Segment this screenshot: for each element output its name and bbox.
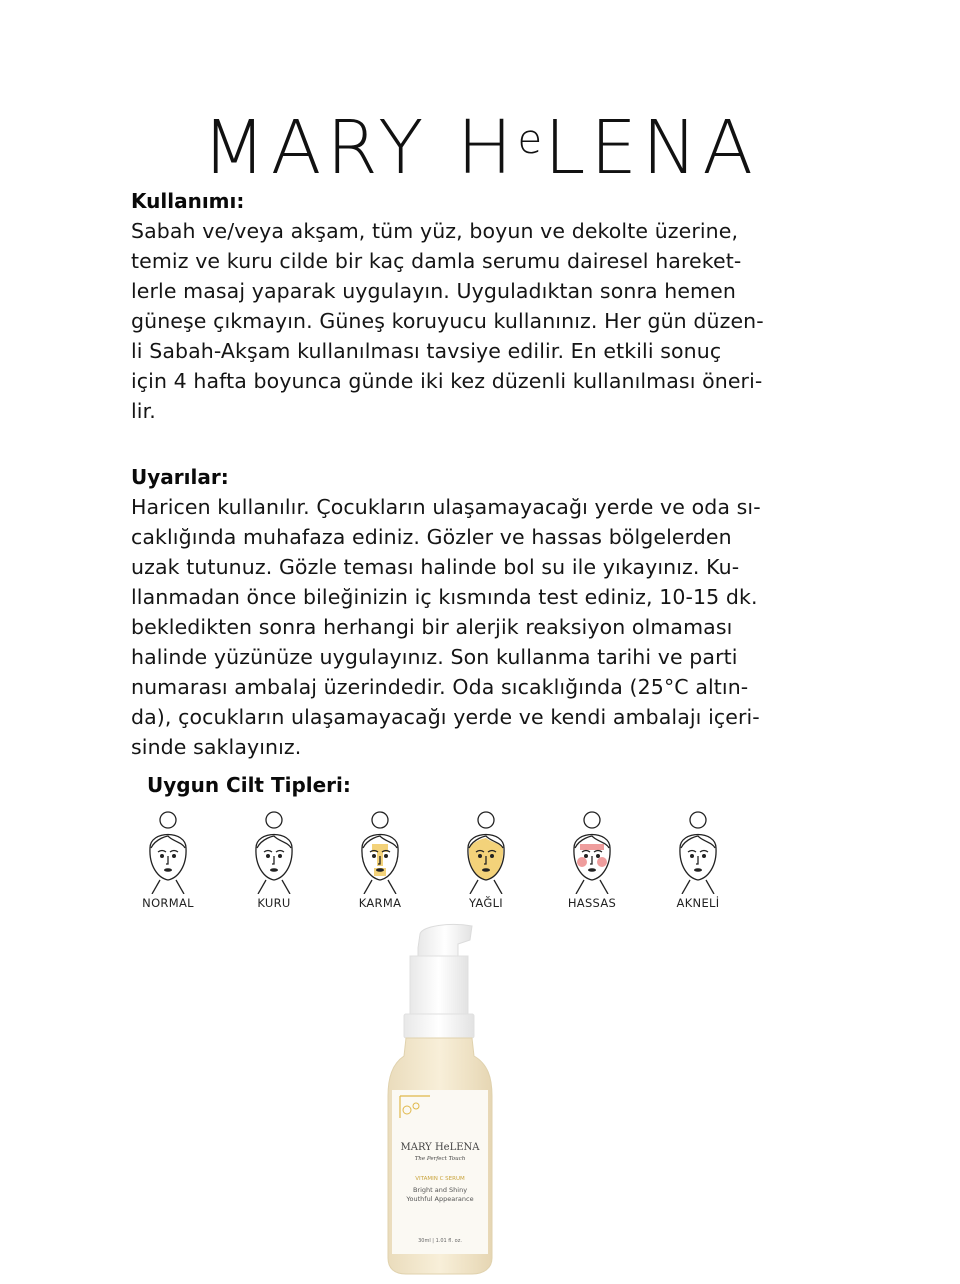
bottle-brand: MARY HeLENA (400, 1142, 480, 1153)
warnings-line: numarası ambalaj üzerindedir. Oda sıcaklığında (25°C altın- (131, 675, 749, 699)
warnings-text (131, 492, 791, 762)
skin-type-label: HASSAS (567, 896, 617, 910)
skin-type-sensitive (544, 808, 640, 910)
usage-line: güneşe çıkmayın. Güneş koruyucu kullanınız. Her gün düzen- (131, 309, 764, 333)
brand-name-part2: LENA (544, 105, 759, 191)
usage-title: Kullanımı: (131, 189, 245, 213)
usage-line: Sabah ve/veya akşam, tüm yüz, boyun ve dekolte üzerine, (131, 219, 739, 243)
bottle-tagline: The Perfect Touch (414, 1156, 466, 1162)
skin-type-label: KARMA (358, 896, 402, 910)
skin-type-label: NORMAL (142, 896, 194, 910)
warnings-line: da), çocukların ulaşamayacağı yerde ve kendi ambalajı içeri- (131, 705, 760, 729)
face-acne-icon (668, 808, 728, 894)
usage-line: temiz ve kuru cilde bir kaç damla serumu dairesel hareket- (131, 249, 742, 273)
face-dry-icon (244, 808, 304, 894)
skin-type-oily (438, 808, 534, 910)
skin-types-title: Uygun Cilt Tipleri: (147, 773, 351, 797)
bottle-claim-1: Bright and Shiny (412, 1186, 468, 1194)
serum-bottle-icon (360, 918, 520, 1280)
usage-line: lir. (131, 399, 156, 423)
usage-line: li Sabah-Akşam kullanılması tavsiye edilir. En etkili sonuç (131, 339, 722, 363)
warnings-line: caklığında muhafaza ediniz. Gözler ve hassas bölgelerden (131, 525, 732, 549)
skin-type-label: KURU (257, 896, 291, 910)
brand-name-part1: MARY H (201, 105, 518, 191)
brand-logo (0, 96, 960, 192)
warnings-section (131, 462, 791, 762)
skin-type-combination (332, 808, 428, 910)
skin-types-list (120, 808, 760, 928)
bottle-volume: 30ml | 1.01 fl. oz. (418, 1238, 462, 1244)
skin-type-normal (120, 808, 216, 910)
skin-type-dry (226, 808, 322, 910)
bottle-claim-2: Youthful Appearance (406, 1195, 474, 1203)
usage-line: lerle masaj yaparak uygulayın. Uyguladıktan sonra hemen (131, 279, 736, 303)
usage-section (131, 186, 791, 426)
skin-type-acne (650, 808, 746, 910)
warnings-title: Uyarılar: (131, 465, 229, 489)
product-image (360, 918, 520, 1280)
usage-text (131, 216, 791, 426)
skin-type-label: AKNELİ (676, 896, 720, 910)
skin-type-label: YAĞLI (468, 896, 503, 910)
face-combination-icon (350, 808, 410, 894)
warnings-line: bekledikten sonra herhangi bir alerjik reaksiyon olmaması (131, 615, 733, 639)
warnings-line: uzak tutunuz. Gözle teması halinde bol su ile yıkayınız. Ku- (131, 555, 740, 579)
usage-line: için 4 hafta boyunca günde iki kez düzenli kullanılması öneri- (131, 369, 763, 393)
warnings-line: Haricen kullanılır. Çocukların ulaşamayacağı yerde ve oda sı- (131, 495, 761, 519)
brand-name-e: e (517, 117, 545, 163)
warnings-line: sinde saklayınız. (131, 735, 302, 759)
face-normal-icon (138, 808, 198, 894)
face-sensitive-icon (562, 808, 622, 894)
warnings-line: halinde yüzünüze uygulayınız. Son kullanma tarihi ve parti (131, 645, 738, 669)
bottle-product-line: VITAMIN C SERUM (415, 1176, 465, 1182)
face-oily-icon (456, 808, 516, 894)
warnings-line: llanmadan önce bileğinizin iç kısmında test ediniz, 10-15 dk. (131, 585, 758, 609)
